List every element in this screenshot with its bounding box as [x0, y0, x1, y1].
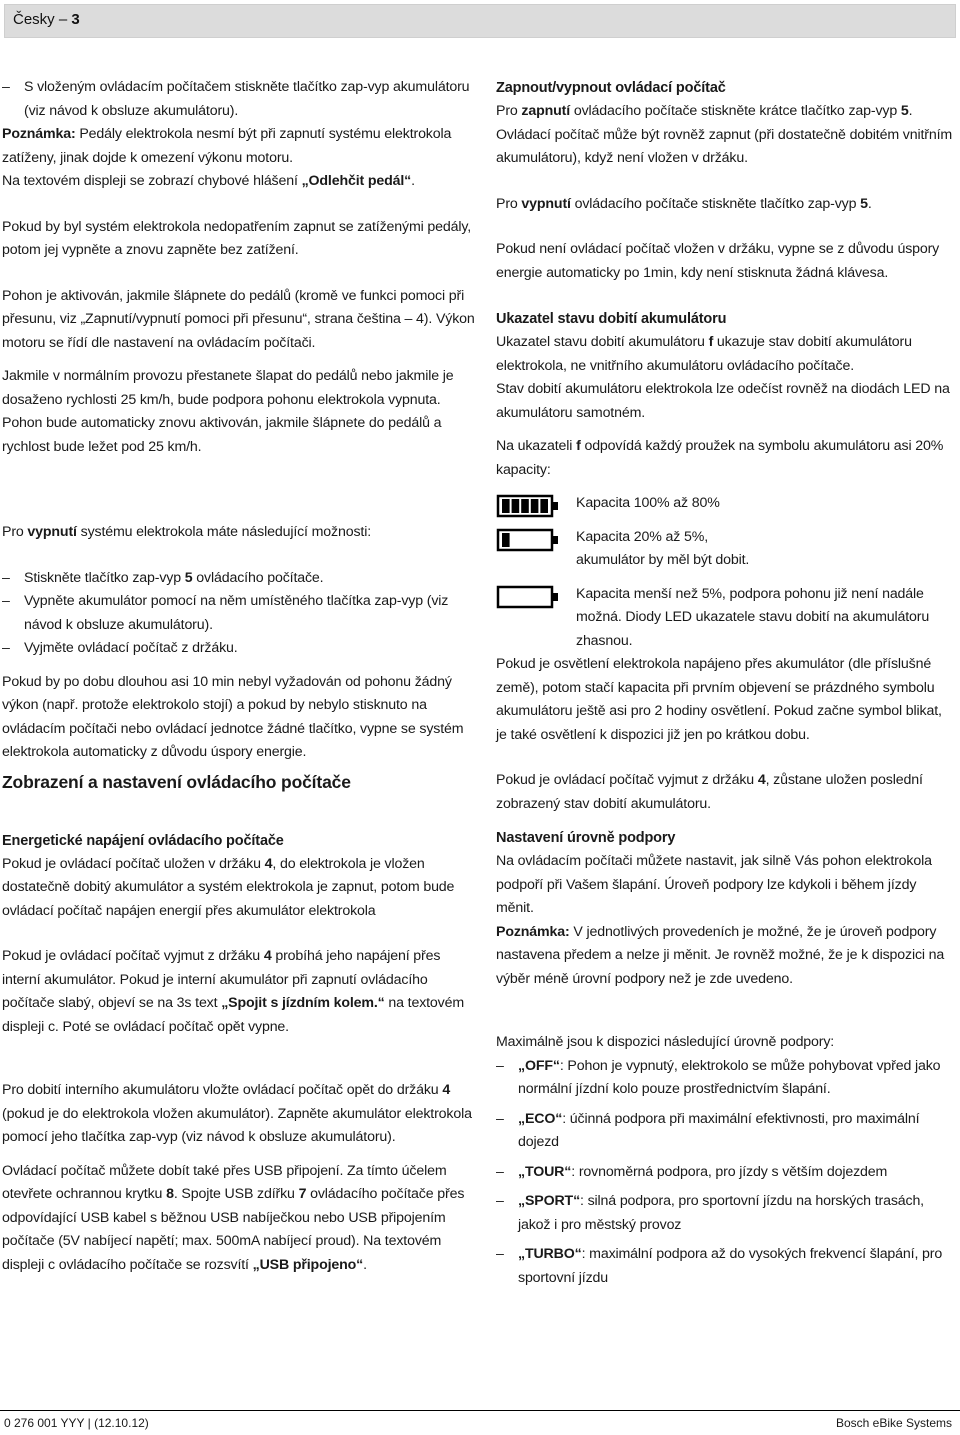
message-value: „Spojit s jízdním kolem.“ — [221, 995, 385, 1011]
text-bold: zapnutí — [521, 103, 571, 119]
subsection-heading: Zapnout/vypnout ovládací počítač — [496, 80, 726, 96]
paragraph: Pokud je osvětlení elektrokola napájeno přes akumulátor (dle příslušné země), potom stačí kapacita při prvním objevení se prázdného symbolu akumulátoru ještě asi pro 2 hodiny osvětlení. Pokud začne symbol blikat, je také osvětlení k dispozici již jen po krátkou dobu. — [496, 656, 942, 743]
footer-divider — [0, 1410, 960, 1411]
text: Ovládací počítač můžete dobít také přes USB připojení. Za tímto účelem otevřete ochrannou krytku — [2, 1162, 447, 1202]
ref-number: 5 — [900, 103, 909, 119]
text: Pro dobití interního akumulátoru vložte ovládací počítač opět do držáku — [2, 1082, 443, 1098]
battery-empty-label: Kapacita menší než 5%, podpora pohonu již není nadále možná. Diody LED ukazatele stavu dobití na akumulátoru zhasnou. — [576, 585, 930, 649]
level-eco — [496, 1108, 956, 1155]
battery-bar — [540, 499, 548, 513]
battery-bars — [502, 533, 510, 547]
page-header — [4, 4, 956, 38]
paragraph: Stav dobití akumulátoru elektrokola lze odečíst rovněž na diodách LED na akumulátoru samotném. — [496, 381, 950, 421]
header-separator: – — [54, 11, 72, 28]
note-paragraph — [496, 921, 956, 992]
text: , zůstane uložen poslední zobrazený stav dobití akumulátoru. — [496, 772, 923, 812]
text: ovládacího počítače stiskněte krátce tlačítko zap-vyp — [570, 103, 901, 119]
switch-off-list — [2, 567, 480, 661]
level-text: : silná podpora, pro sportovní jízdu na horských trasách, jakož i pro městský provoz — [518, 1193, 924, 1233]
battery-low-icon — [496, 528, 560, 552]
message-text: Na textovém displeji se zobrazí chybové hlášení — [2, 173, 302, 189]
battery-bar — [521, 499, 529, 513]
list-item: – S vloženým ovládacím počítačem stiskněte tlačítko zap-vyp akumulátoru (viz návod k obsluze akumulátoru). — [2, 76, 480, 123]
ref-number: 4 — [263, 948, 272, 964]
paragraph: Pokud by po dobu dlouhou asi 10 min nebyl vyžadován od pohonu žádný výkon (např. protože elektrokolo stojí) a pokud by nebylo stisknuto na ovládacím počítači nebo ovládací jednotce žádné tlačítko, vypne se systém elektrokola automaticky z důvodu úspory energie. — [2, 673, 464, 760]
list-item: – Vyjměte ovládací počítač z držáku. — [2, 637, 480, 661]
header-title — [13, 11, 80, 28]
battery-row-low — [496, 526, 956, 573]
battery-terminal — [553, 502, 558, 510]
text: Pokud je ovládací počítač vyjmut z držáku — [496, 772, 758, 788]
footer-brand: Bosch eBike Systems — [835, 1416, 952, 1430]
battery-row-empty — [496, 583, 956, 654]
level-text: : Pohon je vypnutý, elektrokolo se může pohybovat vpřed jako normální jízdní kolo pouze prostřednictvím šlapání. — [518, 1057, 941, 1097]
text: odpovídá každý proužek na symbolu akumulátoru asi 20% kapacity: — [496, 438, 944, 478]
paragraph: Na ovládacím počítači můžete nastavit, jak silně Vás pohon elektrokola podpoří při Vašem šlapání. Úroveň podpory lze kdykoli i během jízdy měnit. — [496, 853, 932, 916]
text: Na ukazateli — [496, 438, 577, 454]
level-tour — [496, 1161, 956, 1185]
battery-terminal — [553, 536, 558, 544]
paragraph — [496, 435, 956, 482]
text: . — [867, 195, 872, 212]
text: ovládacího počítače přes odpovídající USB kabel s běžnou USB nabíječkou nebo USB připojením počítače (5V nabíjecí napětí; max. 500mA nabíjecí proud). Na textovém displeji c ovládacího počítače se rozsvítí — [2, 1186, 465, 1273]
text: Ukazatel stavu dobití akumulátoru — [496, 334, 709, 350]
ref-number: 4 — [757, 772, 766, 788]
paragraph — [2, 1079, 480, 1150]
battery-bar — [531, 499, 539, 513]
battery-terminal — [553, 593, 558, 601]
paragraph — [496, 769, 956, 816]
list-item: – Vypněte akumulátor pomocí na něm umístěného tlačítka zap-vyp (viz návod k obsluze akumulátoru). — [2, 590, 480, 637]
text: systému elektrokola máte následující možnosti: — [76, 524, 371, 540]
note-paragraph — [2, 123, 480, 170]
note-text: V jednotlivých provedeních je možné, že je úroveň podpory nastavena předem a nelze ji měnit. Je rovněž možné, že je k dispozici na výběr méně úrovní podpory než je zde uvedeno. — [496, 923, 945, 987]
text: Pokud je ovládací počítač uložen v držáku — [2, 855, 265, 872]
paragraph: Pokud by byl systém elektrokola nedopatřením zapnut se zatíženými pedály, potom jej vypněte a znovu zapněte bez zatížení. — [2, 218, 472, 258]
battery-bar — [512, 499, 520, 513]
level-name: „ECO“ — [518, 1110, 563, 1127]
paragraph — [2, 1160, 480, 1278]
ref-letter: f — [576, 438, 581, 454]
section-heading: Zobrazení a nastavení ovládacího počítače — [2, 771, 351, 792]
ref-number: 5 — [860, 195, 868, 212]
level-name: „SPORT“ — [518, 1193, 581, 1209]
paragraph — [496, 100, 956, 171]
ref-number: 4 — [264, 855, 273, 872]
message-value: „Odlehčit pedál“ — [301, 173, 412, 189]
page-number: 3 — [71, 11, 80, 28]
left-column — [2, 76, 480, 1277]
ref-number: 4 — [442, 1082, 451, 1098]
list-item — [2, 567, 480, 591]
level-sport — [496, 1190, 956, 1237]
level-name: „TOUR“ — [518, 1163, 572, 1180]
level-turbo — [496, 1243, 956, 1290]
text: Pro — [2, 524, 28, 540]
battery-bar — [502, 499, 510, 513]
message-end: . — [411, 173, 415, 189]
text: Pro — [496, 103, 522, 119]
message-value: „USB připojeno“ — [252, 1256, 364, 1273]
switch-on-list — [2, 76, 480, 123]
ref-number: 8 — [166, 1186, 174, 1202]
paragraph — [496, 193, 956, 217]
paragraph: Pohon je aktivován, jakmile šlápnete do pedálů (kromě ve funkci pomoci při přesunu, viz „Zapnutí/vypnutí pomoci při přesunu“, strana čeština – 4). Výkon motoru se řídí dle nastavení na ovládacím počítači. — [2, 287, 475, 351]
paragraph — [2, 853, 480, 924]
text: . — [363, 1256, 367, 1273]
level-text: : účinná podpora při maximální efektivnosti, pro maximální dojezd — [518, 1110, 920, 1150]
right-column — [496, 76, 956, 1290]
battery-low-label: Kapacita 20% až 5%, akumulátor by měl být dobit. — [576, 528, 750, 568]
footer-doc-id: 0 276 001 YYY | (12.10.12) — [4, 1416, 149, 1430]
ref-letter: f — [708, 334, 714, 350]
support-levels-list — [496, 1055, 956, 1291]
text: Pokud je ovládací počítač vyjmut z držáku — [2, 948, 264, 964]
text-bold: vypnutí — [521, 195, 571, 212]
text: ovládacího počítače stiskněte tlačítko zap-vyp — [570, 195, 861, 212]
text: . Spojte USB zdířku — [173, 1186, 299, 1202]
ref-number: 5 — [184, 569, 193, 586]
paragraph: Maximálně jsou k dispozici následující úrovně podpory: — [496, 1034, 835, 1050]
text: ovládacího počítače. — [192, 569, 324, 586]
text: , do elektrokola je vložen dostatečně dobitý akumulátor a systém elektrokola je zapnut, potom bude ovládací počítač napájen energií přes akumulátor elektrokola — [2, 855, 455, 919]
battery-outline — [498, 587, 552, 607]
text-bold: vypnutí — [27, 524, 77, 540]
switch-off-intro — [2, 521, 480, 545]
level-off — [496, 1055, 956, 1102]
paragraph — [496, 331, 956, 378]
note-label: Poznámka: — [2, 126, 76, 142]
level-text: : rovnoměrná podpora, pro jízdy s větším dojezdem — [571, 1163, 888, 1180]
subsection-heading: Nastavení úrovně podpory — [496, 830, 676, 846]
paragraph: Jakmile v normálním provozu přestanete šlapat do pedálů nebo jakmile je dosaženo rychlosti 25 km/h, bude podpora pohonu elektrokola vypnuta. Pohon bude automaticky znovu aktivován, jakmile šlápnete do pedálů a rychlost bude ležet pod 25 km/h. — [2, 368, 454, 455]
level-name: „OFF“ — [518, 1057, 560, 1074]
battery-empty-icon — [496, 585, 560, 609]
battery-full-label: Kapacita 100% až 80% — [576, 495, 720, 511]
paragraph — [2, 945, 480, 1039]
level-name: „TURBO“ — [518, 1246, 582, 1262]
paragraph: Pokud není ovládací počítač vložen v držáku, vypne se z důvodu úspory energie automaticky po 1min, kdy není stisknuta žádná klávesa. — [496, 241, 940, 281]
text: na textovém displeji c. Poté se ovládací počítač opět vypne. — [2, 995, 465, 1035]
note-label: Poznámka: — [496, 923, 570, 940]
text: . Ovládací počítač může být rovněž zapnut (při dostatečně dobitém vnitřním akumulátoru), když není vložen v držáku. — [496, 103, 953, 166]
text: Pro — [496, 195, 522, 212]
text: ukazuje stav dobití akumulátoru elektrokola, ne vnitřního akumulátoru ovládacího počítače. — [496, 334, 912, 374]
text: probíhá jeho napájení přes interní akumulátor. Pokud je interní akumulátor při zapnutí ovládacího počítače slabý, objeví se na 3s text — [2, 948, 441, 1011]
battery-row-full — [496, 492, 956, 516]
subsection-heading: Energetické napájení ovládacího počítače — [2, 832, 284, 849]
battery-full-icon — [496, 494, 560, 518]
battery-bars — [502, 499, 548, 513]
level-text: : maximální podpora až do vysokých frekvencí šlapání, pro sportovní jízdu — [518, 1246, 943, 1286]
note-text: Pedály elektrokola nesmí být při zapnutí systému elektrokola zatíženy, jinak dojde k omezení výkonu motoru. — [2, 126, 452, 166]
subsection-heading: Ukazatel stavu dobití akumulátoru — [496, 311, 727, 327]
message-paragraph — [2, 170, 480, 194]
text: (pokud je do elektrokola vložen akumulátor). Zapněte akumulátor elektrokola pomocí jeho tlačítka zap-vyp (viz návod k obsluze akumulátoru). — [2, 1105, 472, 1145]
header-language: Česky — [13, 11, 55, 28]
text: Stiskněte tlačítko zap-vyp — [24, 569, 185, 586]
battery-bar — [502, 533, 510, 547]
ref-number: 7 — [298, 1186, 307, 1202]
